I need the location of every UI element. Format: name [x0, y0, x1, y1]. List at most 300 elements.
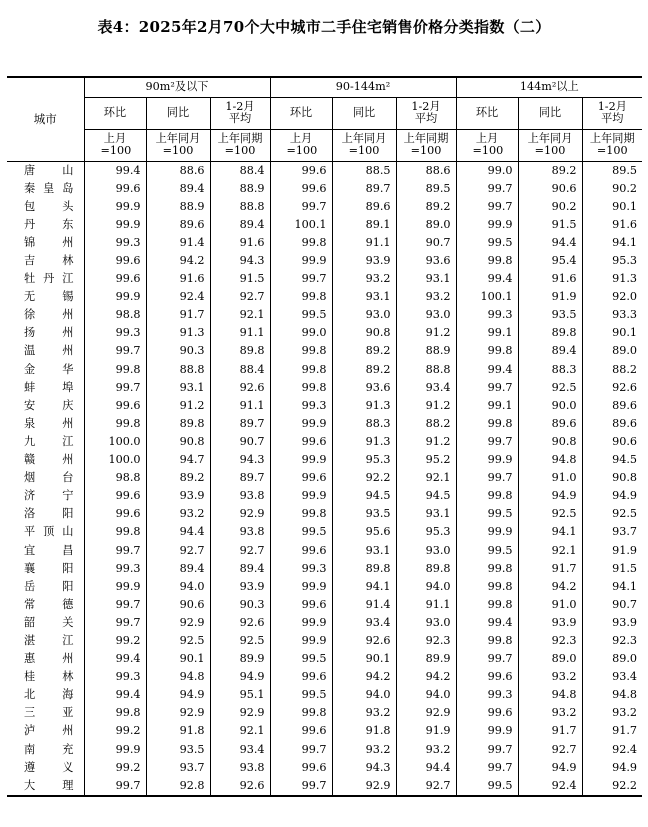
- index-value: 95.3: [396, 523, 456, 541]
- index-value: 91.6: [582, 216, 642, 234]
- index-value: 92.1: [518, 541, 582, 559]
- table-row: [7, 451, 642, 469]
- index-value: 89.5: [582, 161, 642, 180]
- index-value: 92.4: [582, 741, 642, 759]
- table-row: [7, 523, 642, 541]
- index-value: 98.8: [84, 469, 146, 487]
- index-value: 99.7: [456, 180, 518, 198]
- index-value: 94.1: [582, 234, 642, 252]
- index-value: 99.6: [84, 505, 146, 523]
- index-value: 94.1: [582, 578, 642, 596]
- index-value: 99.2: [84, 722, 146, 740]
- index-value: 90.8: [518, 433, 582, 451]
- index-value: 95.1: [210, 686, 270, 704]
- index-value: 94.5: [582, 451, 642, 469]
- index-value: 88.9: [210, 180, 270, 198]
- index-value: 89.2: [396, 198, 456, 216]
- avg-header: 1-2月平均: [396, 97, 456, 129]
- base-same-month: 上年同月=100: [518, 129, 582, 161]
- index-value: 99.9: [270, 252, 332, 270]
- index-value: 93.7: [146, 759, 210, 777]
- index-value: 99.9: [270, 415, 332, 433]
- yoy-header: 同比: [332, 97, 396, 129]
- group-header-medium: 90-144m²: [270, 77, 456, 97]
- index-value: 99.8: [456, 560, 518, 578]
- index-value: 88.4: [210, 161, 270, 180]
- city-name: 洛阳: [24, 507, 74, 521]
- index-value: 92.7: [518, 741, 582, 759]
- index-value: 99.6: [84, 487, 146, 505]
- index-value: 93.9: [210, 578, 270, 596]
- index-value: 92.1: [396, 469, 456, 487]
- city-name: 赣州: [24, 453, 74, 467]
- index-value: 99.0: [270, 324, 332, 342]
- index-value: 94.9: [518, 487, 582, 505]
- index-value: 93.6: [396, 252, 456, 270]
- index-value: 91.5: [582, 560, 642, 578]
- city-name: 烟台: [24, 471, 74, 485]
- index-value: 88.2: [396, 415, 456, 433]
- index-value: 91.1: [332, 234, 396, 252]
- index-value: 99.5: [270, 306, 332, 324]
- index-value: 99.7: [456, 759, 518, 777]
- index-value: 99.6: [270, 180, 332, 198]
- city-name: 牡丹江: [24, 272, 74, 286]
- index-value: 99.6: [84, 270, 146, 288]
- index-value: 99.8: [456, 596, 518, 614]
- city-name: 蚌埠: [24, 380, 74, 394]
- index-value: 99.8: [270, 361, 332, 379]
- index-value: 93.2: [518, 704, 582, 722]
- index-value: 89.0: [518, 650, 582, 668]
- index-value: 95.6: [332, 523, 396, 541]
- base-same-month: 上年同月=100: [146, 129, 210, 161]
- index-value: 89.8: [146, 415, 210, 433]
- index-value: 99.9: [84, 741, 146, 759]
- index-value: 94.5: [332, 487, 396, 505]
- index-value: 92.5: [518, 379, 582, 397]
- index-value: 99.6: [270, 541, 332, 559]
- index-value: 89.2: [518, 161, 582, 180]
- index-value: 92.3: [396, 632, 456, 650]
- table-row: [7, 234, 642, 252]
- index-value: 93.0: [396, 306, 456, 324]
- city-name: 秦皇岛: [24, 181, 74, 195]
- index-value: 92.6: [210, 614, 270, 632]
- index-value: 89.8: [396, 560, 456, 578]
- index-value: 99.7: [84, 596, 146, 614]
- index-value: 94.1: [518, 523, 582, 541]
- index-value: 91.6: [518, 270, 582, 288]
- city-name: 平顶山: [24, 525, 74, 539]
- index-value: 90.3: [146, 342, 210, 360]
- index-value: 94.0: [146, 578, 210, 596]
- index-value: 99.8: [270, 288, 332, 306]
- index-value: 100.0: [84, 451, 146, 469]
- index-value: 94.9: [210, 668, 270, 686]
- index-value: 89.9: [396, 650, 456, 668]
- index-value: 93.1: [396, 505, 456, 523]
- index-value: 89.4: [146, 560, 210, 578]
- table-row: [7, 614, 642, 632]
- index-value: 93.3: [582, 306, 642, 324]
- index-value: 100.0: [84, 433, 146, 451]
- index-value: 99.2: [84, 632, 146, 650]
- index-value: 93.2: [396, 741, 456, 759]
- index-value: 95.4: [518, 252, 582, 270]
- city-name: 北海: [24, 688, 74, 702]
- index-value: 99.7: [456, 379, 518, 397]
- city-name: 济宁: [24, 489, 74, 503]
- index-value: 92.9: [396, 704, 456, 722]
- index-value: 94.2: [396, 668, 456, 686]
- index-value: 91.1: [396, 596, 456, 614]
- index-value: 91.0: [518, 469, 582, 487]
- index-value: 94.9: [518, 759, 582, 777]
- table-row: [7, 704, 642, 722]
- city-name: 襄阳: [24, 561, 74, 575]
- city-name: 扬州: [24, 326, 74, 340]
- index-value: 94.3: [210, 451, 270, 469]
- city-name: 南充: [24, 742, 74, 756]
- index-value: 88.8: [146, 361, 210, 379]
- index-value: 90.8: [582, 469, 642, 487]
- table-row: [7, 342, 642, 360]
- index-value: 99.4: [84, 650, 146, 668]
- index-value: 99.6: [270, 596, 332, 614]
- yoy-header: 同比: [146, 97, 210, 129]
- index-value: 89.4: [518, 342, 582, 360]
- index-value: 88.9: [146, 198, 210, 216]
- index-value: 94.0: [396, 578, 456, 596]
- city-name: 韶关: [24, 615, 74, 629]
- index-value: 93.0: [396, 541, 456, 559]
- index-value: 99.8: [84, 704, 146, 722]
- index-value: 93.7: [582, 523, 642, 541]
- index-value: 89.8: [518, 324, 582, 342]
- index-value: 91.2: [396, 433, 456, 451]
- index-value: 99.5: [456, 234, 518, 252]
- index-value: 95.3: [582, 252, 642, 270]
- index-value: 99.9: [456, 216, 518, 234]
- index-value: 99.8: [270, 505, 332, 523]
- index-value: 90.8: [332, 324, 396, 342]
- index-value: 91.9: [396, 722, 456, 740]
- index-value: 99.8: [84, 415, 146, 433]
- yoy-header: 同比: [518, 97, 582, 129]
- index-value: 93.2: [582, 704, 642, 722]
- index-value: 99.1: [456, 324, 518, 342]
- index-value: 99.8: [270, 342, 332, 360]
- index-value: 92.8: [146, 777, 210, 796]
- index-value: 93.4: [210, 741, 270, 759]
- index-value: 93.5: [332, 505, 396, 523]
- index-value: 89.2: [332, 361, 396, 379]
- index-value: 94.9: [582, 759, 642, 777]
- table-row: [7, 252, 642, 270]
- index-value: 94.9: [146, 686, 210, 704]
- index-value: 94.0: [396, 686, 456, 704]
- table-row: [7, 433, 642, 451]
- index-value: 92.7: [210, 541, 270, 559]
- index-value: 91.6: [146, 270, 210, 288]
- index-value: 88.6: [146, 161, 210, 180]
- table-row: [7, 487, 642, 505]
- index-value: 93.1: [146, 379, 210, 397]
- index-value: 99.3: [84, 560, 146, 578]
- index-value: 93.9: [332, 252, 396, 270]
- index-value: 91.1: [210, 324, 270, 342]
- index-value: 93.1: [396, 270, 456, 288]
- index-value: 99.7: [84, 777, 146, 796]
- index-value: 99.6: [270, 722, 332, 740]
- index-value: 92.0: [582, 288, 642, 306]
- index-value: 94.9: [582, 487, 642, 505]
- index-value: 91.3: [582, 270, 642, 288]
- index-value: 99.4: [456, 361, 518, 379]
- index-value: 92.6: [332, 632, 396, 650]
- table-row: [7, 379, 642, 397]
- index-value: 88.6: [396, 161, 456, 180]
- base-same-period: 上年同期=100: [582, 129, 642, 161]
- index-value: 90.1: [146, 650, 210, 668]
- city-name: 安庆: [24, 398, 74, 412]
- city-name: 吉林: [24, 254, 74, 268]
- price-index-table: [7, 76, 642, 797]
- index-value: 93.2: [332, 270, 396, 288]
- index-value: 99.6: [84, 180, 146, 198]
- index-value: 99.9: [84, 216, 146, 234]
- index-value: 92.9: [146, 614, 210, 632]
- index-value: 99.4: [456, 270, 518, 288]
- table-row: [7, 161, 642, 180]
- index-value: 99.6: [84, 252, 146, 270]
- index-value: 89.9: [210, 650, 270, 668]
- index-value: 99.7: [84, 379, 146, 397]
- city-name: 遵义: [24, 760, 74, 774]
- table-row: [7, 270, 642, 288]
- index-value: 99.9: [456, 523, 518, 541]
- table-row: [7, 578, 642, 596]
- index-value: 99.9: [84, 198, 146, 216]
- index-value: 94.4: [518, 234, 582, 252]
- city-name: 金华: [24, 362, 74, 376]
- index-value: 93.8: [210, 759, 270, 777]
- index-value: 89.6: [518, 415, 582, 433]
- index-value: 99.9: [270, 632, 332, 650]
- city-name: 三亚: [24, 706, 74, 720]
- index-value: 99.8: [270, 379, 332, 397]
- index-value: 91.2: [396, 397, 456, 415]
- avg-header: 1-2月平均: [582, 97, 642, 129]
- index-value: 99.9: [270, 614, 332, 632]
- index-value: 93.4: [332, 614, 396, 632]
- index-value: 95.3: [332, 451, 396, 469]
- mom-header: 环比: [270, 97, 332, 129]
- index-value: 99.5: [456, 541, 518, 559]
- index-value: 89.2: [332, 342, 396, 360]
- index-value: 92.7: [396, 777, 456, 796]
- index-value: 99.6: [456, 704, 518, 722]
- index-value: 88.2: [582, 361, 642, 379]
- index-value: 94.1: [332, 578, 396, 596]
- index-value: 99.7: [456, 433, 518, 451]
- table-row: [7, 759, 642, 777]
- city-name: 包头: [24, 199, 74, 213]
- index-value: 94.3: [332, 759, 396, 777]
- index-value: 89.0: [396, 216, 456, 234]
- index-value: 92.6: [582, 379, 642, 397]
- index-value: 99.8: [456, 252, 518, 270]
- index-value: 92.6: [210, 777, 270, 796]
- city-column-header: 城市: [7, 77, 84, 161]
- index-value: 99.5: [456, 505, 518, 523]
- index-value: 91.3: [332, 433, 396, 451]
- index-value: 89.7: [210, 415, 270, 433]
- table-row: [7, 505, 642, 523]
- index-value: 99.7: [84, 541, 146, 559]
- index-value: 91.4: [146, 234, 210, 252]
- city-name: 温州: [24, 344, 74, 358]
- index-value: 91.7: [518, 560, 582, 578]
- table-row: [7, 397, 642, 415]
- index-value: 94.2: [518, 578, 582, 596]
- index-value: 99.7: [456, 741, 518, 759]
- index-value: 99.3: [270, 560, 332, 578]
- city-name: 丹东: [24, 217, 74, 231]
- city-name: 湛江: [24, 633, 74, 647]
- index-value: 91.8: [332, 722, 396, 740]
- index-value: 94.7: [146, 451, 210, 469]
- index-value: 90.0: [518, 397, 582, 415]
- city-name: 常德: [24, 597, 74, 611]
- index-value: 89.8: [210, 342, 270, 360]
- index-value: 99.9: [456, 722, 518, 740]
- index-value: 91.1: [210, 397, 270, 415]
- index-value: 99.7: [456, 650, 518, 668]
- index-value: 90.7: [210, 433, 270, 451]
- index-value: 93.8: [210, 523, 270, 541]
- index-value: 89.7: [210, 469, 270, 487]
- index-value: 91.0: [518, 596, 582, 614]
- table-row: [7, 541, 642, 559]
- index-value: 90.2: [518, 198, 582, 216]
- index-value: 93.9: [146, 487, 210, 505]
- base-same-period: 上年同期=100: [210, 129, 270, 161]
- table-row: [7, 668, 642, 686]
- index-value: 99.9: [270, 487, 332, 505]
- index-value: 92.7: [210, 288, 270, 306]
- index-value: 93.2: [396, 288, 456, 306]
- index-value: 99.7: [456, 198, 518, 216]
- index-value: 90.6: [146, 596, 210, 614]
- base-last-month: 上月=100: [270, 129, 332, 161]
- index-value: 94.2: [146, 252, 210, 270]
- index-value: 92.9: [146, 704, 210, 722]
- base-same-period: 上年同期=100: [396, 129, 456, 161]
- index-value: 89.1: [332, 216, 396, 234]
- index-value: 89.2: [146, 469, 210, 487]
- index-value: 89.6: [146, 216, 210, 234]
- index-value: 90.8: [146, 433, 210, 451]
- index-value: 99.7: [270, 777, 332, 796]
- index-value: 94.2: [332, 668, 396, 686]
- index-value: 99.5: [270, 523, 332, 541]
- index-value: 94.4: [146, 523, 210, 541]
- index-value: 99.8: [456, 487, 518, 505]
- index-value: 99.8: [84, 523, 146, 541]
- city-name: 泉州: [24, 416, 74, 430]
- index-value: 99.6: [84, 397, 146, 415]
- index-value: 99.4: [84, 686, 146, 704]
- table-row: [7, 361, 642, 379]
- index-value: 88.4: [210, 361, 270, 379]
- index-value: 92.9: [332, 777, 396, 796]
- index-value: 99.8: [84, 361, 146, 379]
- index-value: 92.2: [332, 469, 396, 487]
- table-row: [7, 324, 642, 342]
- index-value: 93.0: [332, 306, 396, 324]
- table-title: 表4：2025年2月70个大中城市二手住宅销售价格分类指数（二）: [97, 18, 551, 36]
- index-value: 92.7: [146, 541, 210, 559]
- index-value: 93.5: [518, 306, 582, 324]
- index-value: 92.9: [210, 704, 270, 722]
- index-value: 92.4: [518, 777, 582, 796]
- index-value: 89.8: [332, 560, 396, 578]
- index-value: 99.5: [456, 777, 518, 796]
- index-value: 88.8: [396, 361, 456, 379]
- index-value: 91.7: [518, 722, 582, 740]
- city-name: 无锡: [24, 290, 74, 304]
- index-value: 92.3: [518, 632, 582, 650]
- table-row: [7, 560, 642, 578]
- index-value: 94.3: [210, 252, 270, 270]
- index-value: 89.4: [210, 216, 270, 234]
- index-value: 99.7: [84, 614, 146, 632]
- index-value: 91.2: [396, 324, 456, 342]
- index-value: 99.9: [456, 451, 518, 469]
- index-value: 100.1: [456, 288, 518, 306]
- index-value: 99.4: [84, 161, 146, 180]
- index-value: 93.2: [146, 505, 210, 523]
- index-value: 99.9: [270, 451, 332, 469]
- index-value: 89.5: [396, 180, 456, 198]
- base-last-month: 上月=100: [456, 129, 518, 161]
- index-value: 99.3: [456, 306, 518, 324]
- base-last-month: 上月=100: [84, 129, 146, 161]
- index-value: 99.3: [84, 234, 146, 252]
- index-value: 92.5: [146, 632, 210, 650]
- index-value: 92.6: [210, 379, 270, 397]
- index-value: 91.9: [582, 541, 642, 559]
- mom-header: 环比: [456, 97, 518, 129]
- index-value: 91.8: [146, 722, 210, 740]
- index-value: 91.3: [332, 397, 396, 415]
- index-value: 99.3: [270, 397, 332, 415]
- index-value: 93.2: [518, 668, 582, 686]
- city-name: 桂林: [24, 670, 74, 684]
- index-value: 94.5: [396, 487, 456, 505]
- index-value: 99.8: [456, 342, 518, 360]
- index-value: 94.8: [518, 686, 582, 704]
- table-row: [7, 777, 642, 796]
- index-value: 88.3: [518, 361, 582, 379]
- index-value: 88.5: [332, 161, 396, 180]
- index-value: 99.7: [270, 198, 332, 216]
- city-name: 唐山: [24, 163, 74, 177]
- index-value: 90.3: [210, 596, 270, 614]
- index-value: 99.7: [84, 342, 146, 360]
